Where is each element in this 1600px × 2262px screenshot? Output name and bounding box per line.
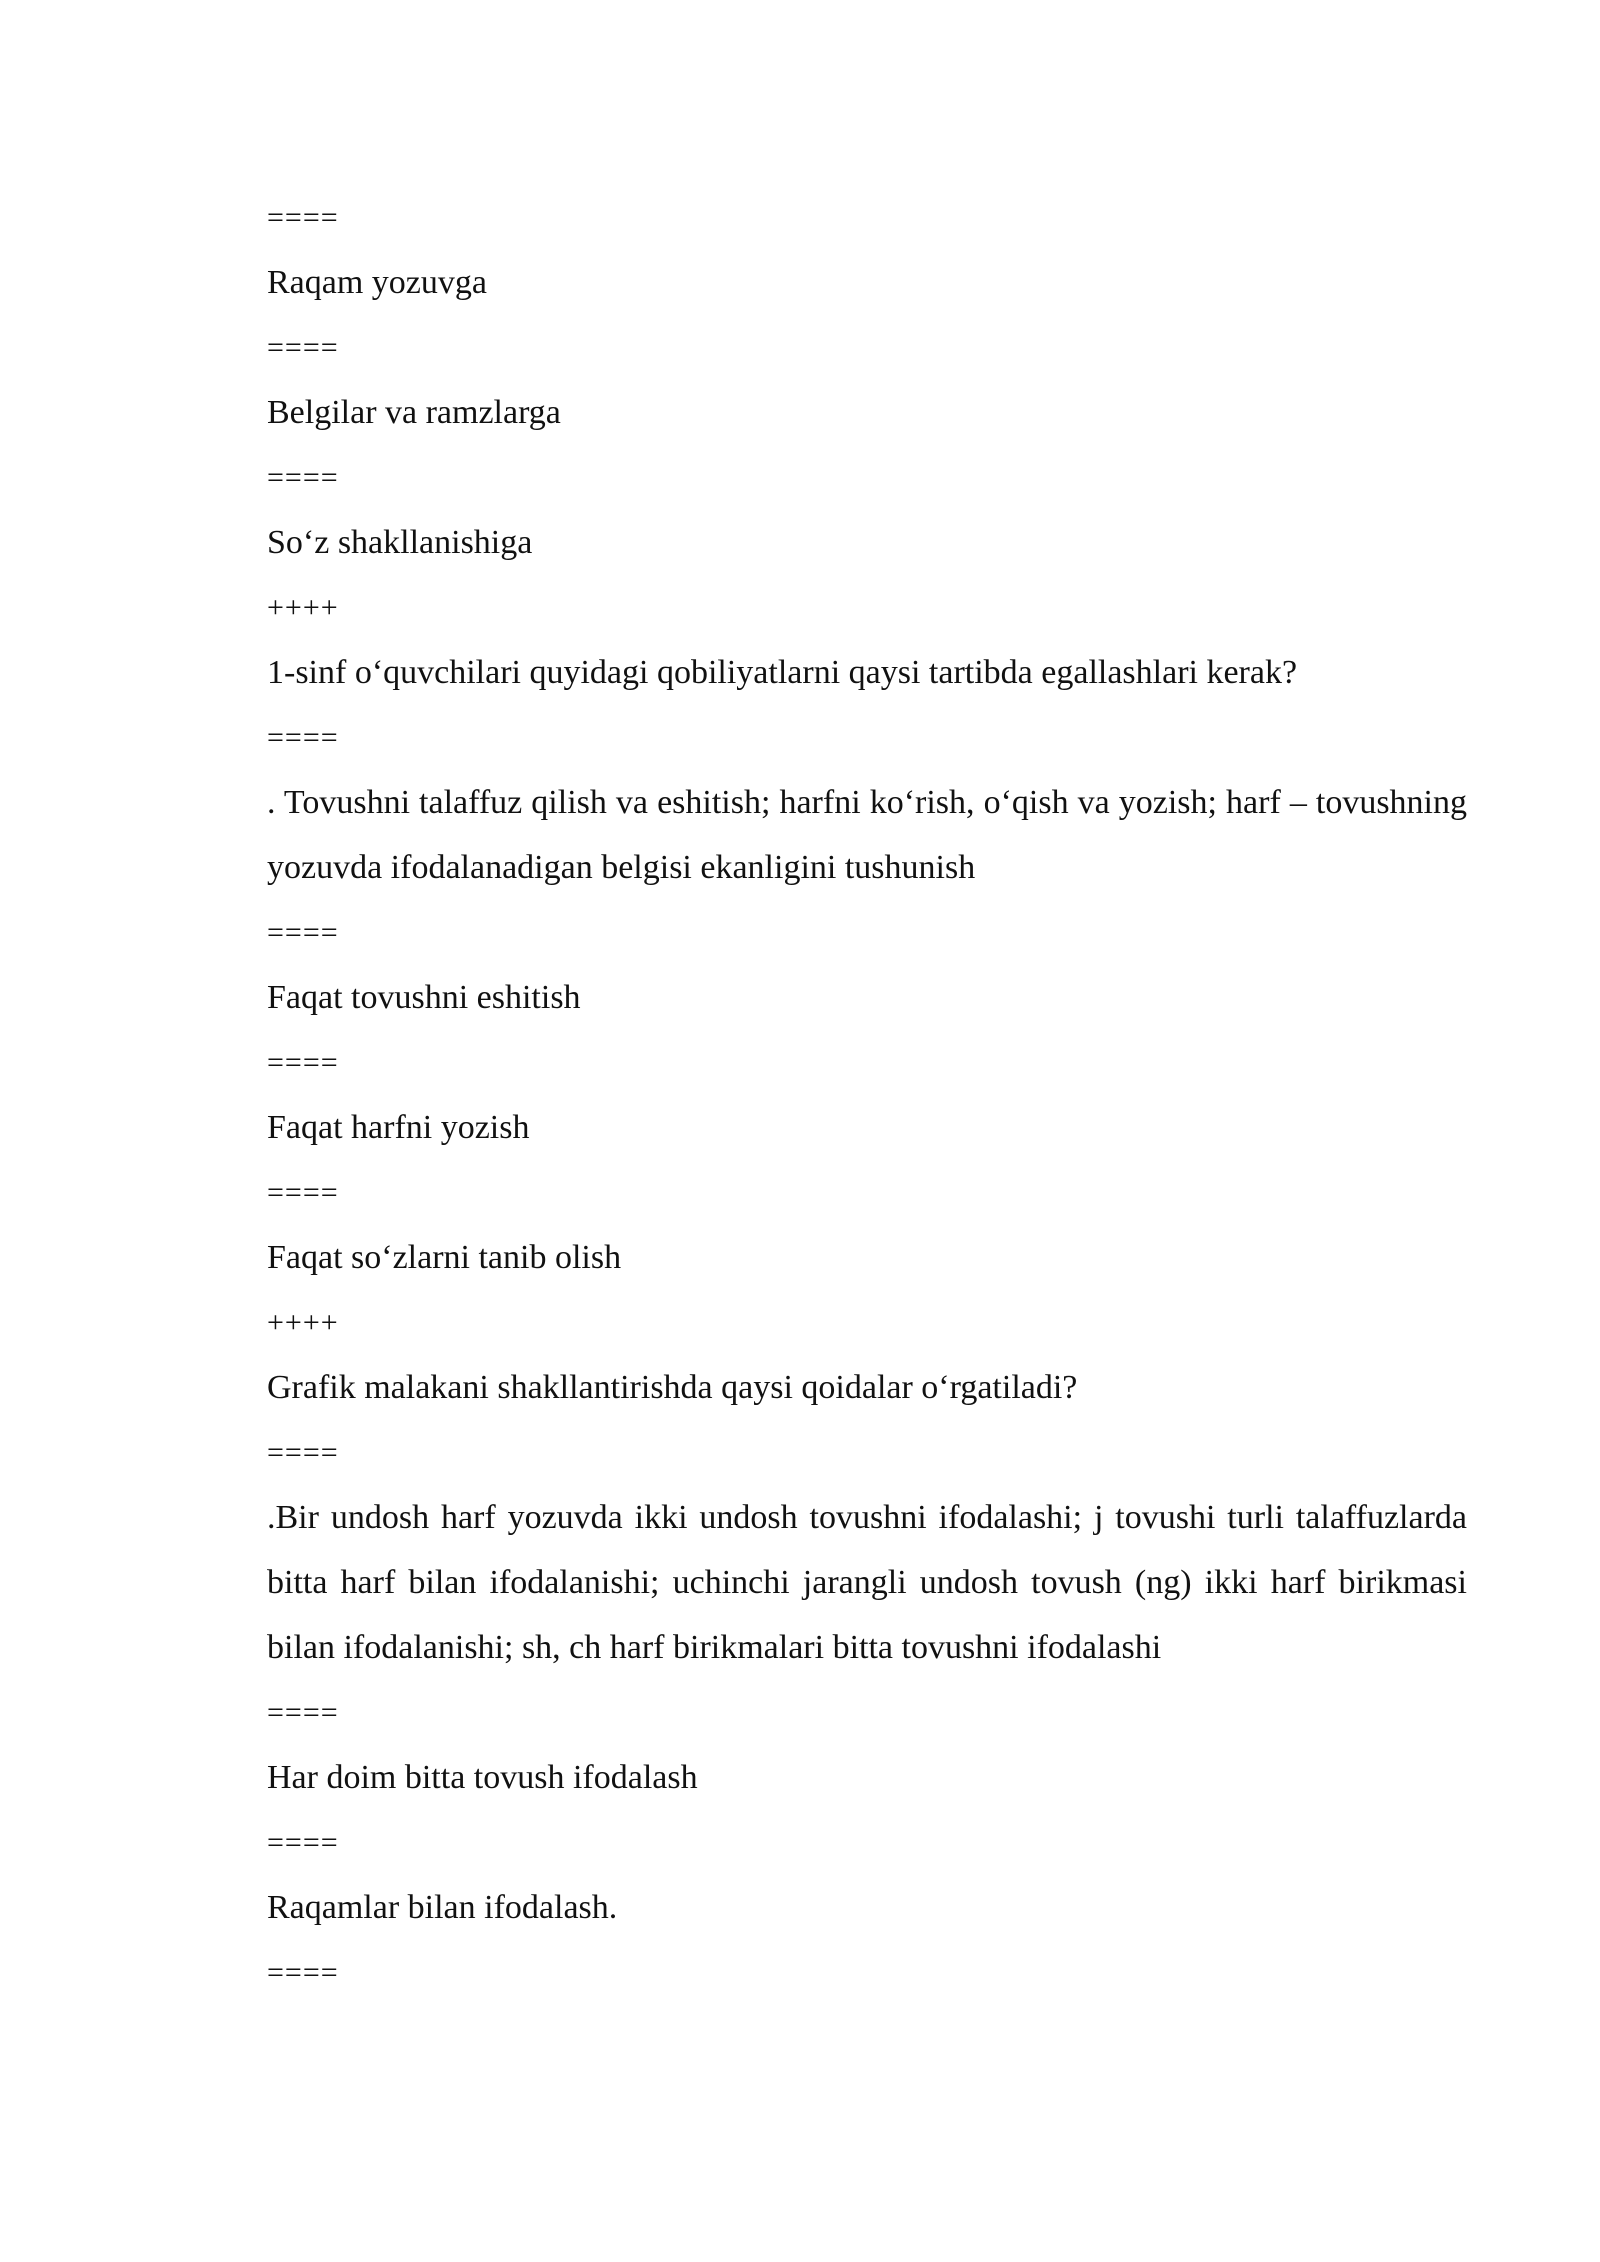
answer-option-correct: .Bir undosh harf yozuvda ikki undosh tovushni ifodalashi; j tovushi turli talaffuzlarda bitta harf bilan ifodalanishi; uchinchi jarangli undosh tovush (ng) ikki harf birikmasi bilan ifodalanishi; sh, ch harf birikmalari bitta tovushni ifodalashi bbox=[267, 1499, 1467, 1666]
separator-equals: ==== bbox=[267, 1176, 339, 1209]
answer-option: Faqat so‘zlarni tanib olish bbox=[267, 1239, 622, 1276]
answer-option: Faqat tovushni eshitish bbox=[267, 979, 581, 1016]
question-text: 1-sinf o‘quvchilari quyidagi qobiliyatlarni qaysi tartibda egallashlari kerak? bbox=[267, 654, 1298, 691]
answer-option: Har doim bitta tovush ifodalash bbox=[267, 1759, 698, 1796]
separator-equals: ==== bbox=[267, 331, 339, 364]
separator-equals: ==== bbox=[267, 201, 339, 234]
answer-option-correct: . Tovushni talaffuz qilish va eshitish; harfni ko‘rish, o‘qish va yozish; harf – tovushning yozuvda ifodalanadigan belgisi ekanligini tushunish bbox=[267, 784, 1467, 886]
document-body bbox=[267, 185, 1467, 2005]
answer-option: Raqamlar bilan ifodalash. bbox=[267, 1889, 618, 1926]
answer-option: Belgilar va ramzlarga bbox=[267, 394, 561, 431]
question-text: Grafik malakani shakllantirishda qaysi qoidalar o‘rgatiladi? bbox=[267, 1369, 1078, 1406]
separator-plus: ++++ bbox=[267, 591, 339, 624]
separator-equals: ==== bbox=[267, 1826, 339, 1859]
separator-equals: ==== bbox=[267, 461, 339, 494]
answer-option: So‘z shakllanishiga bbox=[267, 524, 533, 561]
separator-plus: ++++ bbox=[267, 1306, 339, 1339]
separator-equals: ==== bbox=[267, 916, 339, 949]
answer-option: Raqam yozuvga bbox=[267, 264, 487, 301]
separator-equals: ==== bbox=[267, 1436, 339, 1469]
separator-equals: ==== bbox=[267, 1046, 339, 1079]
separator-equals: ==== bbox=[267, 1696, 339, 1729]
separator-equals: ==== bbox=[267, 1956, 339, 1989]
answer-option: Faqat harfni yozish bbox=[267, 1109, 530, 1146]
separator-equals: ==== bbox=[267, 721, 339, 754]
